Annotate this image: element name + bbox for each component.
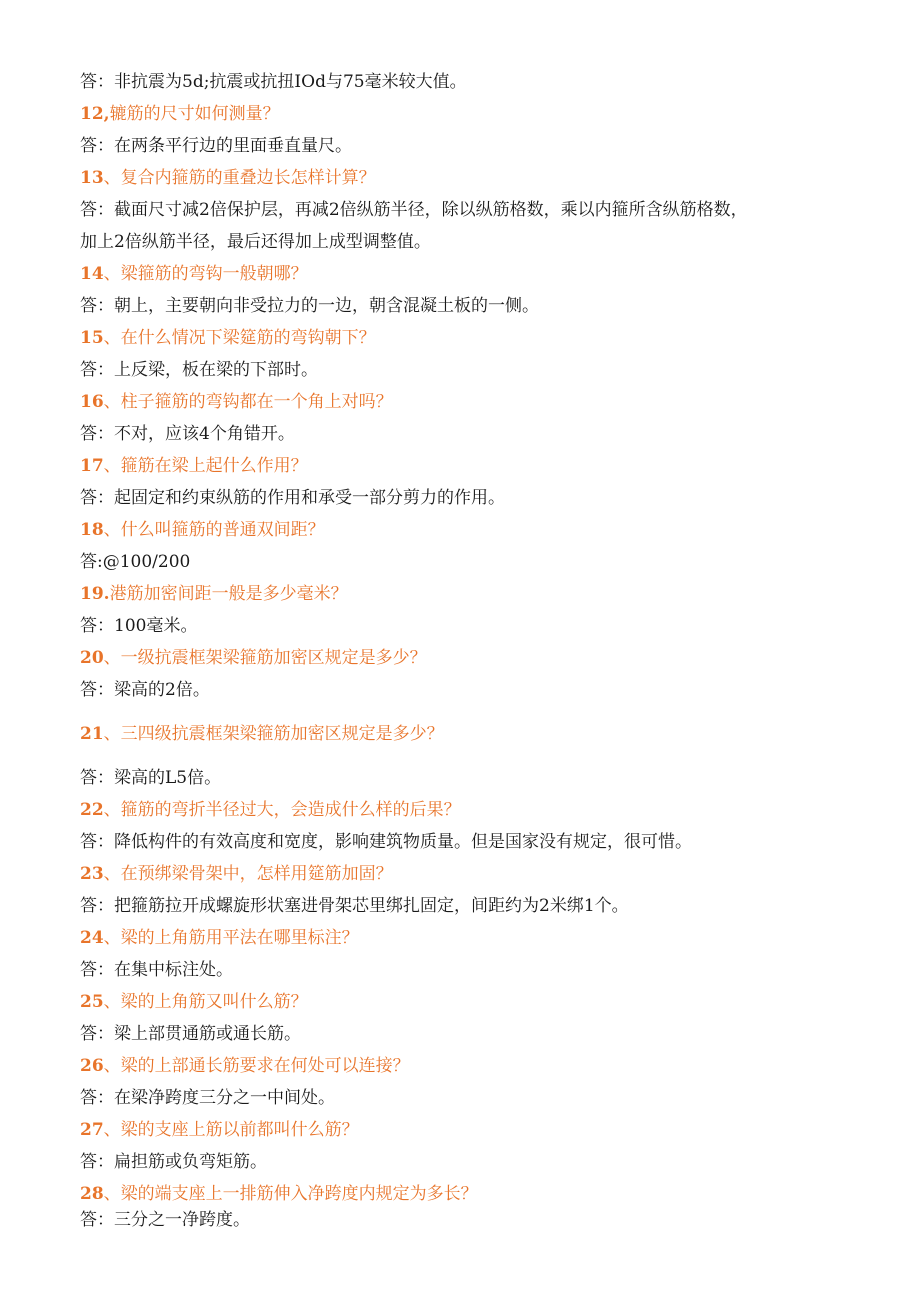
answer-line: 答：梁高的2倍。 (80, 680, 210, 700)
question-text: 、梁的上角筋用平法在哪里标注？ (103, 928, 359, 948)
answer-line: 答：三分之一净跨度。 (80, 1210, 250, 1230)
question-line (80, 799, 860, 821)
question-number: 15 (80, 328, 104, 348)
answer-line: 答：在梁净跨度三分之一中间处。 (80, 1088, 335, 1108)
answer-line: 答：起固定和约束纵筋的作用和承受一部分剪力的作用。 (80, 488, 505, 508)
question-text: 、在预绑梁骨架中，怎样用筵筋加固？ (103, 864, 393, 884)
answer-line: 答：不对，应该4个角错开。 (80, 424, 295, 444)
answer-line: 答：截面尺寸减2倍保护层，再减2倍纵筋半径，除以纵筋格数，乘以内箍所含纵筋格数， (80, 200, 748, 220)
question-number: 19. (80, 584, 110, 604)
question-line (80, 391, 860, 413)
question-number: 13 (80, 168, 104, 188)
question-number: 25 (80, 992, 104, 1012)
question-number: 18 (80, 520, 104, 540)
answer-line: 答：100毫米。 (80, 616, 198, 636)
question-text: 、在什么情况下梁筵筋的弯钩朝下？ (103, 328, 376, 348)
question-line (80, 1055, 860, 1077)
question-text: 、箍筋在梁上起什么作用？ (103, 456, 308, 476)
question-line (80, 167, 860, 189)
question-text: 、梁的支座上筋以前都叫什么筋？ (103, 1120, 359, 1140)
question-line (80, 991, 860, 1013)
answer-line: 答：朝上，主要朝向非受拉力的一边，朝含混凝土板的一侧。 (80, 296, 539, 316)
answer-line: 答：降低构件的有效高度和宽度，影响建筑物质量。但是国家没有规定，很可惜。 (80, 832, 692, 852)
question-number: 20 (80, 648, 104, 668)
question-number: 28 (80, 1184, 104, 1204)
answer-line: 答：在集中标注处。 (80, 960, 233, 980)
question-number: 23 (80, 864, 104, 884)
answer-line: 答：扁担筋或负弯矩筋。 (80, 1152, 267, 1172)
question-line (80, 519, 860, 541)
answer-line: 加上2倍纵筋半径，最后还得加上成型调整值。 (80, 232, 431, 252)
question-line (80, 863, 860, 885)
answer-line: 答：把箍筋拉开成螺旋形状塞进骨架芯里绑扎固定，间距约为2米绑1个。 (80, 896, 629, 916)
question-line (80, 1119, 860, 1141)
question-text: 、什么叫箍筋的普通双间距？ (103, 520, 325, 540)
answer-line: 答：在两条平行边的里面垂直量尺。 (80, 136, 352, 156)
answer-line: 答：梁高的L5倍。 (80, 768, 222, 788)
question-text: 、箍筋的弯折半径过大，会造成什么样的后果？ (103, 800, 461, 820)
answer-line: 答：上反梁，板在梁的下部时。 (80, 360, 318, 380)
question-number: 12, (80, 104, 110, 124)
question-text: 、一级抗震框架梁箍筋加密区规定是多少？ (103, 648, 427, 668)
answer-line: 答：非抗震为5d;抗震或抗扭IOd与75毫米较大值。 (80, 72, 467, 92)
question-line (80, 103, 860, 125)
question-number: 21 (80, 724, 104, 744)
answer-line: 答：梁上部贯通筋或通长筋。 (80, 1024, 301, 1044)
question-text: 辘筋的尺寸如何测量？ (109, 104, 280, 124)
question-text: 、梁箍筋的弯钩一般朝哪？ (103, 264, 308, 284)
question-text: 、梁的上角筋又叫什么筋？ (103, 992, 308, 1012)
question-line (80, 647, 860, 669)
question-text: 、梁的端支座上一排筋伸入净跨度内规定为多长？ (103, 1184, 478, 1204)
question-line (80, 583, 860, 605)
question-line (80, 927, 860, 949)
question-number: 24 (80, 928, 104, 948)
question-line (80, 455, 860, 477)
question-line (80, 263, 860, 285)
question-number: 16 (80, 392, 104, 412)
question-text: 港筋加密间距一般是多少毫米？ (109, 584, 348, 604)
question-number: 22 (80, 800, 104, 820)
answer-line: 答:@100/200 (80, 552, 191, 572)
question-number: 17 (80, 456, 104, 476)
question-line (80, 1183, 860, 1205)
question-text: 、梁的上部通长筋要求在何处可以连接？ (103, 1056, 410, 1076)
question-text: 、三四级抗震框架梁箍筋加密区规定是多少？ (103, 724, 444, 744)
question-text: 、柱子箍筋的弯钩都在一个角上对吗？ (103, 392, 393, 412)
question-number: 26 (80, 1056, 104, 1076)
question-number: 14 (80, 264, 104, 284)
question-line (80, 327, 860, 349)
question-text: 、复合内箍筋的重叠边长怎样计算？ (103, 168, 376, 188)
question-number: 27 (80, 1120, 104, 1140)
question-line (80, 723, 860, 745)
